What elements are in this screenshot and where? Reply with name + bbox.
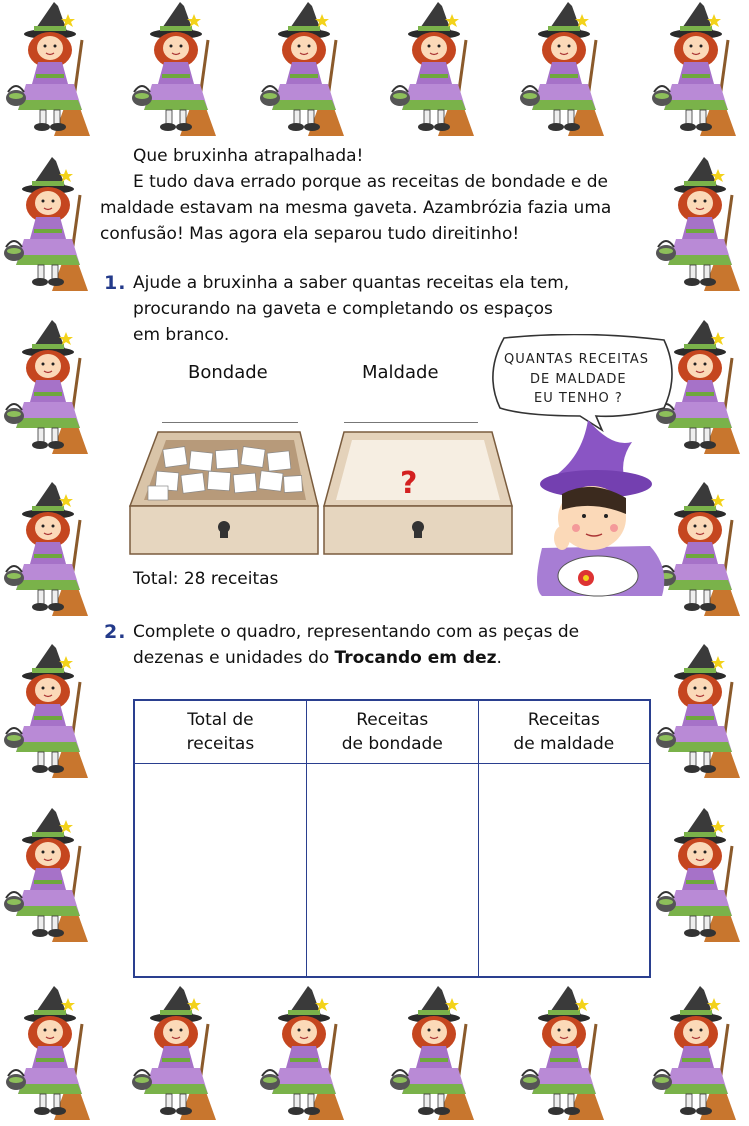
label-bondade: Bondade [188, 362, 268, 383]
witch-decoration-icon [256, 984, 352, 1124]
question-1-line-2: procurando na gaveta e completando os espaços [133, 299, 553, 319]
bubble-line-3: EU TENHO ? [534, 391, 623, 406]
header-receitas-maldade: Receitas de maldade [478, 700, 650, 764]
intro-line-1: Que bruxinha atrapalhada! [133, 146, 364, 166]
total-receitas: Total: 28 receitas [133, 569, 279, 589]
witch-decoration-icon [648, 0, 744, 140]
answer-table [133, 699, 651, 978]
cell-receitas-maldade[interactable] [478, 764, 650, 978]
witch-decoration-icon [652, 155, 748, 295]
witch-decoration-icon [0, 642, 96, 782]
bubble-line-2: DE MALDADE [530, 372, 627, 387]
question-1-line-1: Ajude a bruxinha a saber quantas receitas ela tem, [133, 273, 570, 293]
witch-decoration-icon [128, 0, 224, 140]
witch-decoration-icon [386, 984, 482, 1124]
intro-line-4: confusão! Mas agora ela separou tudo direitinho! [100, 224, 520, 244]
trocando-em-dez-bold: Trocando em dez [334, 648, 497, 668]
answer-line-maldade[interactable] [344, 422, 478, 423]
header-total-receitas: Total de receitas [134, 700, 306, 764]
witch-decoration-icon [128, 984, 224, 1124]
question-1-number: 1. [104, 272, 127, 294]
answer-line-bondade[interactable] [162, 422, 298, 423]
witch-decoration-icon [516, 0, 612, 140]
witch-decoration-icon [652, 642, 748, 782]
witch-decoration-icon [0, 155, 96, 295]
question-2-line-2-start: dezenas e unidades do [133, 648, 335, 668]
question-2-line-2 [133, 645, 502, 671]
table-header-row [134, 700, 650, 764]
witch-decoration-icon [0, 318, 96, 458]
question-2-line-1: Complete o quadro, representando com as peças de [133, 622, 580, 642]
table-answer-row [134, 764, 650, 978]
bubble-line-1: QUANTAS RECEITAS [504, 352, 650, 367]
witch-decoration-icon [0, 480, 96, 620]
witch-decoration-icon [648, 984, 744, 1124]
witch-decoration-icon [652, 806, 748, 946]
cell-receitas-bondade[interactable] [306, 764, 478, 978]
drawer-bondade-image [128, 430, 320, 556]
witch-decoration-icon [2, 984, 98, 1124]
question-2-number: 2. [104, 621, 127, 643]
witch-decoration-icon [256, 0, 352, 140]
question-2-line-2-end: . [496, 648, 502, 668]
label-maldade: Maldade [362, 362, 439, 383]
drawer-maldade-image [322, 430, 514, 556]
witch-decoration-icon [386, 0, 482, 140]
question-1-line-3: em branco. [133, 325, 230, 345]
thinking-witch-image [522, 418, 672, 598]
witch-decoration-icon [0, 806, 96, 946]
intro-line-3: maldade estavam na mesma gaveta. Azambrózia fazia uma [100, 198, 612, 218]
header-receitas-bondade: Receitas de bondade [306, 700, 478, 764]
question-mark: ? [400, 466, 418, 501]
witch-decoration-icon [2, 0, 98, 140]
cell-total-receitas[interactable] [134, 764, 306, 978]
intro-line-2: E tudo dava errado porque as receitas de bondade e de [133, 172, 608, 192]
witch-decoration-icon [516, 984, 612, 1124]
